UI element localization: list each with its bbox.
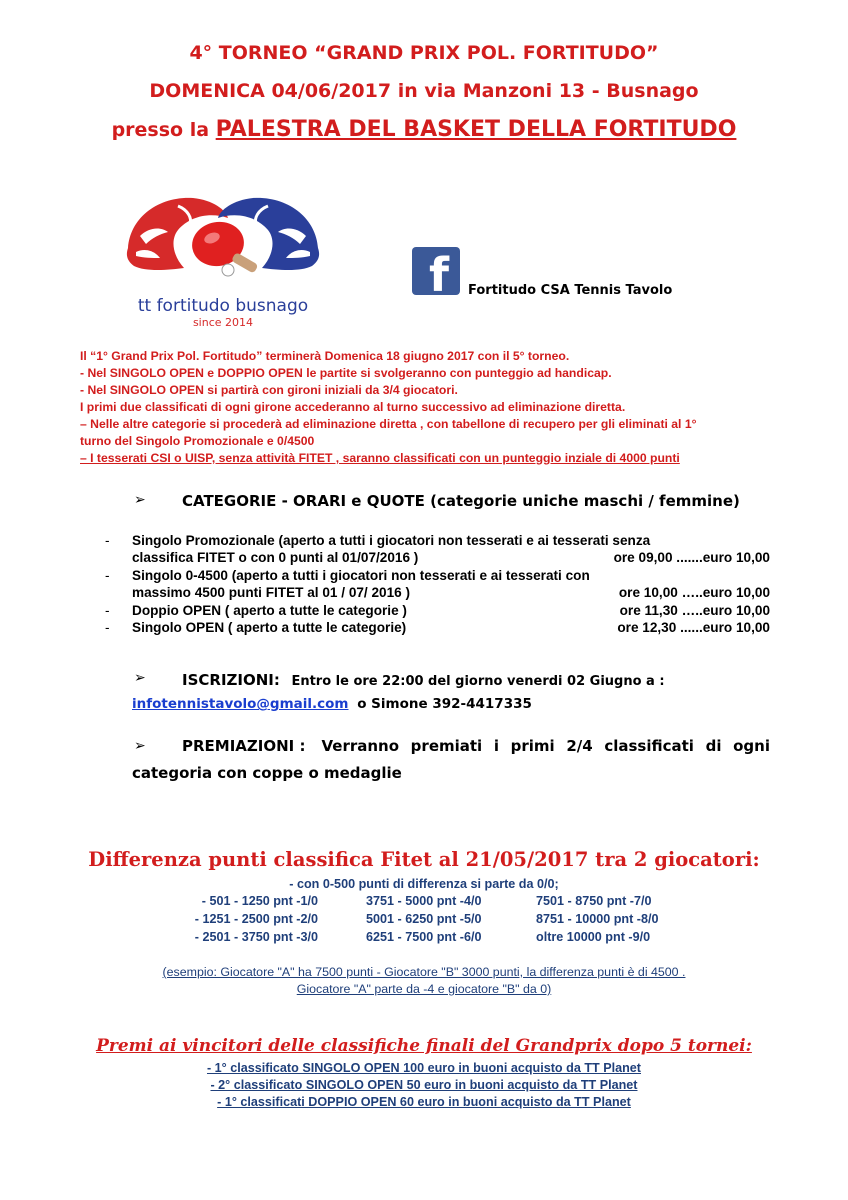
list-item: - 1° classificati DOPPIO OPEN 60 euro in buoni acquisto da TT Planet xyxy=(217,1095,631,1109)
premiazioni-title: PREMIAZIONI : xyxy=(182,737,306,755)
facebook-icon[interactable]: f xyxy=(412,247,460,295)
intro-notes xyxy=(80,348,780,467)
list-item: - Singolo 0-4500 (aperto a tutti i giocatori non tesserati e ai tesserati con massimo 4500 punti FITET al 01 / 07/ 2016 ) ore 10,00 …..euro 10,00 xyxy=(105,567,770,601)
iscrizioni-title: ISCRIZIONI: xyxy=(182,671,280,689)
arrowhead-bullet-icon: ➢ xyxy=(134,492,146,508)
category-description-2: classifica FITET o con 0 punti al 01/07/2016 ) xyxy=(132,550,419,566)
differenza-subtitle: - con 0-500 punti di differenza si parte da 0/0; xyxy=(289,877,559,891)
premiazioni-line-1 xyxy=(182,737,770,755)
phone-contact: o Simone 392-4417335 xyxy=(357,696,532,712)
title-line-2: DOMENICA 04/06/2017 in via Manzoni 13 - Busnago xyxy=(149,80,699,102)
category-description-2: massimo 4500 punti FITET al 01 / 07/ 2016 ) xyxy=(132,585,411,601)
intro-line: – Nelle altre categorie si procederà ad eliminazione diretta , con tabellone di recupero per gli eliminati al 1° xyxy=(80,417,697,431)
intro-line: turno del Singolo Promozionale e 0/4500 xyxy=(80,434,315,448)
list-item: - Doppio OPEN ( aperto a tutte le categorie ) ore 11,30 …..euro 10,00 xyxy=(105,602,770,618)
club-logo xyxy=(118,188,328,333)
list-item: - Singolo Promozionale (aperto a tutti i giocatori non tesserati e ai tesserati senza classifica FITET o con 0 punti al 01/07/2016 ) ore 09,00 .......euro 10,00 xyxy=(105,533,770,566)
category-description: Singolo OPEN ( aperto a tutte le categorie) xyxy=(132,620,407,636)
table-row xyxy=(0,894,848,912)
table-cell: 5001 - 6250 pnt -5/0 xyxy=(366,912,482,926)
email-link[interactable]: infotennistavolo@gmail.com xyxy=(132,696,349,712)
category-time-fee: ore 12,30 ......euro 10,00 xyxy=(617,620,770,636)
intro-line: Il “1° Grand Prix Pol. Fortitudo” terminerà Domenica 18 giugno 2017 con il 5° torneo. xyxy=(80,349,570,363)
category-description: Doppio OPEN ( aperto a tutte le categorie ) xyxy=(132,602,407,618)
differenza-example xyxy=(0,964,848,998)
list-item: - Singolo OPEN ( aperto a tutte le categorie) ore 12,30 ......euro 10,00 xyxy=(105,620,770,636)
table-cell: - 501 - 1250 pnt -1/0 xyxy=(201,894,318,908)
title-line-3-venue: PALESTRA DEL BASKET DELLA FORTITUDO xyxy=(215,117,737,142)
list-item: - 1° classificato SINGOLO OPEN 100 euro in buoni acquisto da TT Planet xyxy=(206,1061,641,1075)
example-line: (esempio: Giocatore "A" ha 7500 punti - Giocatore "B" 3000 punti, la differenza punti è di 4500 . xyxy=(162,965,686,979)
title-line-1: 4° TORNEO “GRAND PRIX POL. FORTITUDO” xyxy=(189,42,659,64)
categorie-list xyxy=(105,532,770,636)
table-cell: 8751 - 10000 pnt -8/0 xyxy=(536,912,659,926)
differenza-table xyxy=(0,894,848,948)
intro-line: - Nel SINGOLO OPEN si partirà con gironi iniziali da 3/4 giocatori. xyxy=(80,383,458,397)
title-line-3-prefix: presso la xyxy=(111,119,216,141)
club-logo-graphic xyxy=(118,188,328,298)
facebook-page-label[interactable]: Fortitudo CSA Tennis Tavolo xyxy=(468,283,673,298)
list-item: - 2° classificato SINGOLO OPEN 50 euro in buoni acquisto da TT Planet xyxy=(210,1078,638,1092)
table-cell: - 1251 - 2500 pnt -2/0 xyxy=(194,912,318,926)
club-logo-since: since 2014 xyxy=(192,316,254,329)
category-time-fee: ore 10,00 …..euro 10,00 xyxy=(618,585,770,601)
table-cell: 7501 - 8750 pnt -7/0 xyxy=(536,894,652,908)
arrowhead-bullet-icon: ➢ xyxy=(134,738,146,754)
intro-line: I primi due classificati di ogni girone accederanno al turno successivo ad eliminazione diretta. xyxy=(80,400,626,414)
intro-line: - Nel SINGOLO OPEN e DOPPIO OPEN le partite si svolgeranno con punteggio ad handicap. xyxy=(80,366,612,380)
iscrizioni-contact-line xyxy=(132,696,532,712)
premi-title: Premi ai vincitori delle classifiche finali del Grandprix dopo 5 tornei: xyxy=(96,1036,752,1056)
table-cell: 6251 - 7500 pnt -6/0 xyxy=(366,930,482,944)
title-line-3 xyxy=(0,117,848,142)
table-row xyxy=(0,912,848,930)
table-row xyxy=(0,930,848,948)
category-description: Singolo 0-4500 (aperto a tutti i giocatori non tesserati e ai tesserati con xyxy=(132,567,590,583)
premiazioni-line-2: categoria con coppe o medaglie xyxy=(132,764,402,782)
table-cell: oltre 10000 pnt -9/0 xyxy=(536,930,651,944)
table-cell: 3751 - 5000 pnt -4/0 xyxy=(366,894,482,908)
differenza-title: Differenza punti classifica Fitet al 21/05/2017 tra 2 giocatori: xyxy=(88,848,760,871)
club-logo-name: tt fortitudo busnago xyxy=(137,296,309,316)
category-description: Singolo Promozionale (aperto a tutti i giocatori non tesserati e ai tesserati senza xyxy=(132,533,651,548)
example-line: Giocatore "A" parte da -4 e giocatore "B" da 0) xyxy=(296,982,552,996)
category-time-fee: ore 11,30 …..euro 10,00 xyxy=(619,602,770,618)
iscrizioni-heading xyxy=(182,670,665,689)
premi-list xyxy=(0,1060,848,1111)
iscrizioni-deadline: Entro le ore 22:00 del giorno venerdi 02 Giugno a : xyxy=(291,674,665,689)
arrowhead-bullet-icon: ➢ xyxy=(134,670,146,686)
categorie-title: CATEGORIE - ORARI e QUOTE (categorie uniche maschi / femmine) xyxy=(182,492,740,510)
intro-line: – I tesserati CSI o UISP, senza attività FITET , saranno classificati con un punteggio inziale di 4000 punti xyxy=(80,451,680,465)
category-time-fee: ore 09,00 .......euro 10,00 xyxy=(613,550,770,566)
premiazioni-text: Verranno premiati i primi 2/4 classificati di ogni xyxy=(321,737,770,755)
table-cell: - 2501 - 3750 pnt -3/0 xyxy=(194,930,318,944)
